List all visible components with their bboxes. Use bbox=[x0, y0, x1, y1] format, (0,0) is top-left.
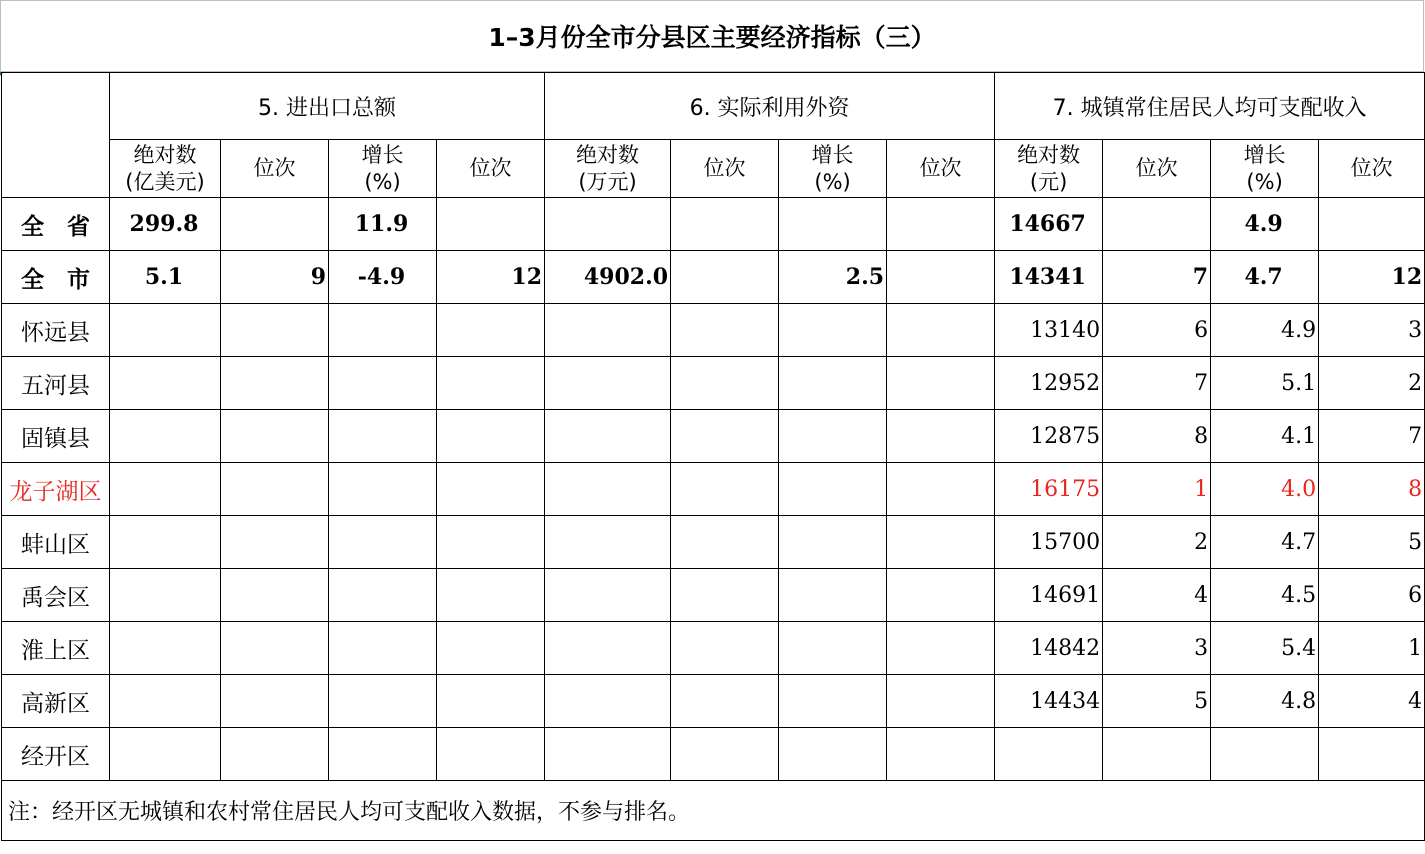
data-cell[interactable] bbox=[779, 675, 887, 728]
data-cell[interactable]: 1 bbox=[1319, 622, 1425, 675]
data-cell[interactable] bbox=[110, 675, 221, 728]
subheader-rank: 位次 bbox=[887, 140, 995, 198]
data-cell[interactable] bbox=[779, 516, 887, 569]
table-row bbox=[2, 251, 1425, 304]
data-cell[interactable] bbox=[437, 675, 545, 728]
data-cell[interactable]: 4.8 bbox=[1211, 675, 1319, 728]
data-cell[interactable] bbox=[110, 357, 221, 410]
data-cell[interactable] bbox=[779, 728, 887, 781]
data-cell[interactable] bbox=[221, 410, 329, 463]
data-cell[interactable] bbox=[221, 516, 329, 569]
subheader-rank: 位次 bbox=[671, 140, 779, 198]
data-cell[interactable] bbox=[110, 516, 221, 569]
data-cell[interactable]: 4902.0 bbox=[545, 251, 671, 304]
data-cell[interactable] bbox=[779, 463, 887, 516]
data-cell[interactable]: 6 bbox=[1319, 569, 1425, 622]
data-cell[interactable] bbox=[221, 304, 329, 357]
data-cell[interactable] bbox=[437, 357, 545, 410]
data-cell[interactable] bbox=[887, 304, 995, 357]
data-cell[interactable]: -4.9 bbox=[329, 251, 437, 304]
data-cell[interactable]: 12952 bbox=[995, 357, 1103, 410]
data-cell[interactable] bbox=[110, 569, 221, 622]
data-cell[interactable] bbox=[329, 728, 437, 781]
data-cell[interactable] bbox=[437, 728, 545, 781]
data-cell[interactable] bbox=[887, 198, 995, 251]
data-cell[interactable]: 8 bbox=[1319, 463, 1425, 516]
data-cell[interactable] bbox=[671, 728, 779, 781]
data-cell[interactable]: 12 bbox=[437, 251, 545, 304]
table-row bbox=[2, 675, 1425, 728]
data-cell[interactable] bbox=[329, 410, 437, 463]
data-cell[interactable]: 16175 bbox=[995, 463, 1103, 516]
note-row bbox=[2, 781, 1425, 841]
row-label[interactable]: 淮上区 bbox=[2, 622, 110, 675]
row-label[interactable]: 全 市 bbox=[2, 251, 110, 304]
data-cell[interactable] bbox=[887, 463, 995, 516]
data-cell[interactable]: 5.4 bbox=[1211, 622, 1319, 675]
data-cell[interactable] bbox=[545, 675, 671, 728]
table-title: 1–3月份全市分县区主要经济指标（三） bbox=[0, 0, 1424, 72]
data-cell[interactable] bbox=[1103, 728, 1211, 781]
data-cell[interactable]: 2.5 bbox=[779, 251, 887, 304]
data-cell[interactable] bbox=[545, 198, 671, 251]
data-cell[interactable] bbox=[887, 516, 995, 569]
data-cell[interactable] bbox=[221, 569, 329, 622]
data-cell[interactable]: 14341 bbox=[995, 251, 1103, 304]
data-cell[interactable] bbox=[671, 410, 779, 463]
data-cell[interactable] bbox=[779, 304, 887, 357]
data-cell[interactable] bbox=[221, 728, 329, 781]
data-cell[interactable] bbox=[671, 304, 779, 357]
group-header-fdi: 6. 实际利用外资 bbox=[545, 73, 995, 140]
sub-header-row bbox=[2, 140, 1425, 198]
table-row bbox=[2, 410, 1425, 463]
data-cell[interactable]: 2 bbox=[1103, 516, 1211, 569]
data-cell[interactable] bbox=[437, 463, 545, 516]
data-cell[interactable] bbox=[671, 516, 779, 569]
row-label[interactable]: 五河县 bbox=[2, 357, 110, 410]
data-cell[interactable]: 3 bbox=[1319, 304, 1425, 357]
data-cell[interactable] bbox=[110, 410, 221, 463]
table-row bbox=[2, 569, 1425, 622]
data-cell[interactable] bbox=[545, 357, 671, 410]
data-cell[interactable]: 7 bbox=[1319, 410, 1425, 463]
subheader-income-abs: 绝对数 (元) bbox=[995, 140, 1103, 198]
table-row bbox=[2, 304, 1425, 357]
data-cell[interactable]: 4.9 bbox=[1211, 198, 1319, 251]
data-cell[interactable] bbox=[221, 198, 329, 251]
data-cell[interactable] bbox=[545, 410, 671, 463]
subheader-fdi-abs: 绝对数 (万元) bbox=[545, 140, 671, 198]
data-cell[interactable]: 6 bbox=[1103, 304, 1211, 357]
subheader-rank: 位次 bbox=[221, 140, 329, 198]
subheader-growth: 增长 (%) bbox=[329, 140, 437, 198]
data-cell[interactable] bbox=[671, 463, 779, 516]
data-cell[interactable]: 5 bbox=[1103, 675, 1211, 728]
data-cell[interactable]: 5.1 bbox=[1211, 357, 1319, 410]
data-cell[interactable]: 14667 bbox=[995, 198, 1103, 251]
row-label[interactable]: 蚌山区 bbox=[2, 516, 110, 569]
data-cell[interactable] bbox=[671, 569, 779, 622]
data-cell[interactable] bbox=[437, 304, 545, 357]
table-row bbox=[2, 516, 1425, 569]
data-cell[interactable] bbox=[221, 463, 329, 516]
data-cell[interactable] bbox=[779, 569, 887, 622]
data-cell[interactable] bbox=[887, 675, 995, 728]
data-cell[interactable] bbox=[329, 463, 437, 516]
data-cell[interactable]: 15700 bbox=[995, 516, 1103, 569]
data-cell[interactable]: 9 bbox=[221, 251, 329, 304]
data-cell[interactable]: 4.0 bbox=[1211, 463, 1319, 516]
data-cell[interactable]: 4.1 bbox=[1211, 410, 1319, 463]
data-cell[interactable] bbox=[671, 357, 779, 410]
subheader-trade-abs: 绝对数 (亿美元) bbox=[110, 140, 221, 198]
data-cell[interactable] bbox=[545, 516, 671, 569]
data-cell[interactable]: 299.8 bbox=[110, 198, 221, 251]
data-cell[interactable] bbox=[545, 728, 671, 781]
table-row bbox=[2, 728, 1425, 781]
row-label[interactable]: 龙子湖区 bbox=[2, 463, 110, 516]
data-cell[interactable] bbox=[329, 304, 437, 357]
row-label[interactable]: 全 省 bbox=[2, 198, 110, 251]
data-cell[interactable] bbox=[221, 622, 329, 675]
data-cell[interactable] bbox=[671, 251, 779, 304]
data-cell[interactable]: 5 bbox=[1319, 516, 1425, 569]
row-label[interactable]: 经开区 bbox=[2, 728, 110, 781]
data-cell[interactable] bbox=[887, 569, 995, 622]
data-cell[interactable]: 11.9 bbox=[329, 198, 437, 251]
data-cell[interactable] bbox=[437, 622, 545, 675]
data-cell[interactable]: 4.7 bbox=[1211, 516, 1319, 569]
data-cell[interactable] bbox=[671, 675, 779, 728]
subheader-growth: 增长 (%) bbox=[779, 140, 887, 198]
group-header-row bbox=[2, 73, 1425, 140]
data-cell[interactable]: 14691 bbox=[995, 569, 1103, 622]
data-cell[interactable] bbox=[110, 304, 221, 357]
data-cell[interactable]: 4.9 bbox=[1211, 304, 1319, 357]
data-cell[interactable] bbox=[1319, 198, 1425, 251]
data-cell[interactable] bbox=[329, 622, 437, 675]
subheader-growth: 增长 (%) bbox=[1211, 140, 1319, 198]
data-cell[interactable] bbox=[221, 675, 329, 728]
group-header-income: 7. 城镇常住居民人均可支配收入 bbox=[995, 73, 1425, 140]
row-label[interactable]: 禹会区 bbox=[2, 569, 110, 622]
data-cell[interactable]: 4.7 bbox=[1211, 251, 1319, 304]
data-cell[interactable] bbox=[545, 622, 671, 675]
data-cell[interactable] bbox=[1211, 728, 1319, 781]
group-header-trade: 5. 进出口总额 bbox=[110, 73, 545, 140]
table-row bbox=[2, 198, 1425, 251]
data-cell[interactable] bbox=[437, 569, 545, 622]
data-cell[interactable] bbox=[779, 357, 887, 410]
data-cell[interactable] bbox=[437, 410, 545, 463]
data-cell[interactable] bbox=[545, 463, 671, 516]
data-cell[interactable] bbox=[329, 569, 437, 622]
data-cell[interactable]: 4.5 bbox=[1211, 569, 1319, 622]
data-cell[interactable] bbox=[545, 569, 671, 622]
table-row bbox=[2, 622, 1425, 675]
data-cell[interactable] bbox=[221, 357, 329, 410]
data-cell[interactable] bbox=[1103, 198, 1211, 251]
data-cell[interactable] bbox=[437, 198, 545, 251]
table-row bbox=[2, 357, 1425, 410]
data-cell[interactable] bbox=[995, 728, 1103, 781]
data-cell[interactable]: 12 bbox=[1319, 251, 1425, 304]
data-cell[interactable]: 3 bbox=[1103, 622, 1211, 675]
data-cell[interactable]: 8 bbox=[1103, 410, 1211, 463]
data-cell[interactable]: 13140 bbox=[995, 304, 1103, 357]
data-cell[interactable] bbox=[671, 622, 779, 675]
data-cell[interactable] bbox=[671, 198, 779, 251]
row-label[interactable]: 高新区 bbox=[2, 675, 110, 728]
data-cell[interactable]: 7 bbox=[1103, 357, 1211, 410]
data-cell[interactable] bbox=[329, 357, 437, 410]
data-cell[interactable] bbox=[887, 251, 995, 304]
data-cell[interactable]: 7 bbox=[1103, 251, 1211, 304]
data-cell[interactable]: 5.1 bbox=[110, 251, 221, 304]
data-cell[interactable] bbox=[329, 516, 437, 569]
data-cell[interactable]: 12875 bbox=[995, 410, 1103, 463]
data-cell[interactable] bbox=[887, 728, 995, 781]
data-cell[interactable]: 14842 bbox=[995, 622, 1103, 675]
subheader-rank: 位次 bbox=[1319, 140, 1425, 198]
corner-cell bbox=[2, 73, 110, 198]
data-cell[interactable] bbox=[887, 410, 995, 463]
data-cell[interactable] bbox=[329, 675, 437, 728]
data-cell[interactable] bbox=[110, 728, 221, 781]
data-cell[interactable] bbox=[779, 410, 887, 463]
table-row bbox=[2, 463, 1425, 516]
data-cell[interactable] bbox=[887, 357, 995, 410]
data-cell[interactable] bbox=[779, 198, 887, 251]
data-cell[interactable]: 4 bbox=[1319, 675, 1425, 728]
indicator-table bbox=[1, 72, 1425, 841]
footnote: 注：经开区无城镇和农村常住居民人均可支配收入数据，不参与排名。 bbox=[2, 781, 1425, 841]
row-label[interactable]: 怀远县 bbox=[2, 304, 110, 357]
data-cell[interactable]: 2 bbox=[1319, 357, 1425, 410]
data-cell[interactable]: 14434 bbox=[995, 675, 1103, 728]
data-cell[interactable] bbox=[110, 622, 221, 675]
data-cell[interactable] bbox=[545, 304, 671, 357]
data-cell[interactable] bbox=[887, 622, 995, 675]
row-label[interactable]: 固镇县 bbox=[2, 410, 110, 463]
data-cell[interactable] bbox=[110, 463, 221, 516]
data-cell[interactable] bbox=[1319, 728, 1425, 781]
subheader-rank: 位次 bbox=[437, 140, 545, 198]
subheader-rank: 位次 bbox=[1103, 140, 1211, 198]
data-cell[interactable] bbox=[779, 622, 887, 675]
data-cell[interactable] bbox=[437, 516, 545, 569]
data-cell[interactable]: 4 bbox=[1103, 569, 1211, 622]
data-cell[interactable]: 1 bbox=[1103, 463, 1211, 516]
